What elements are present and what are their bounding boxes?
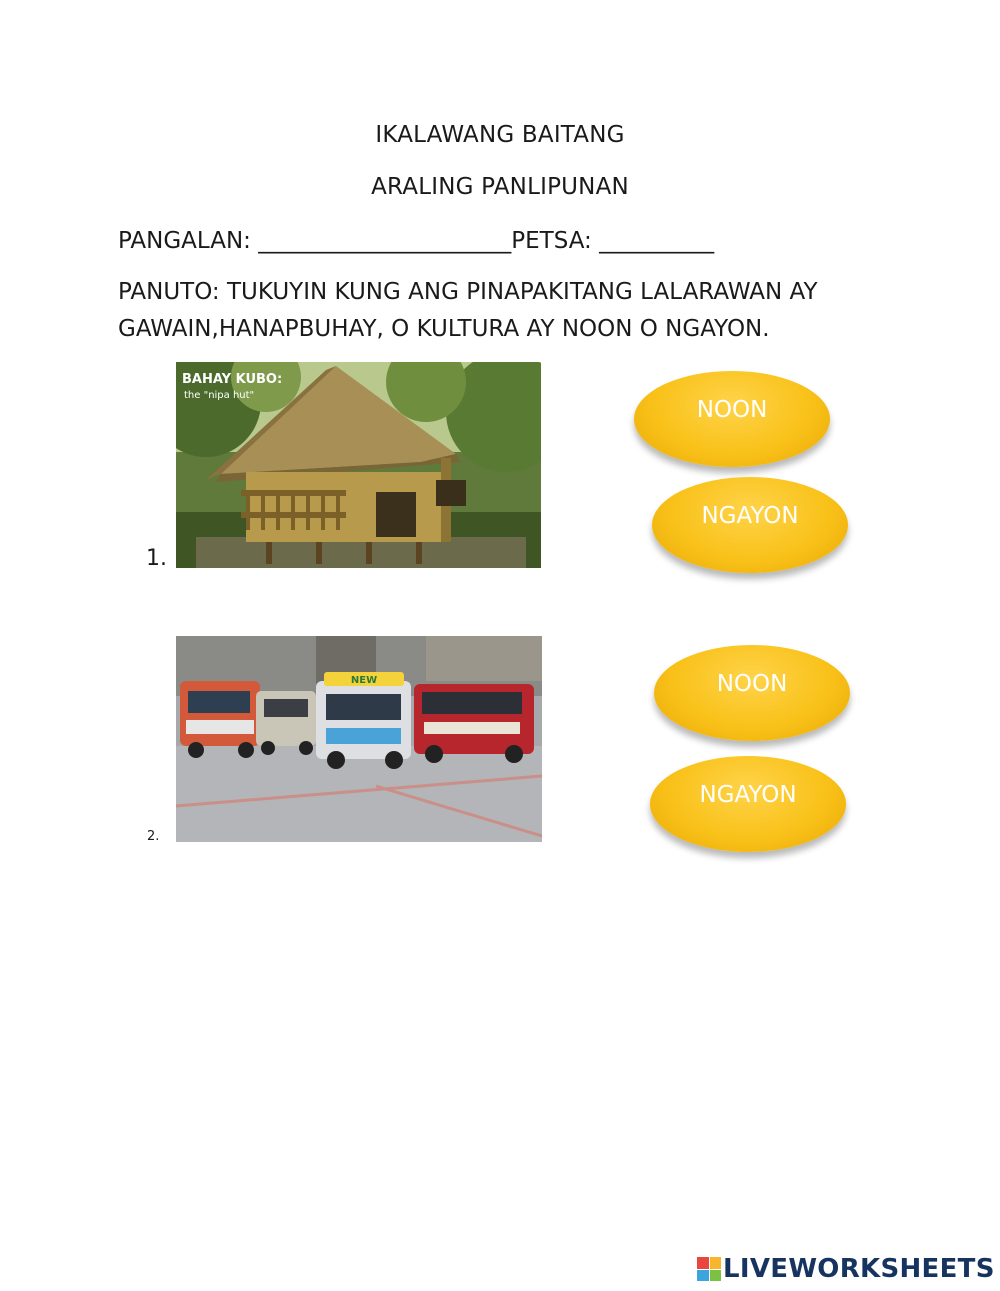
item-2-option-noon-label: NOON bbox=[716, 671, 788, 697]
liveworksheets-logo-icon bbox=[697, 1257, 721, 1281]
name-date-line bbox=[118, 228, 714, 254]
item-1-option-ngayon-button[interactable] bbox=[652, 477, 848, 573]
item-1-option-noon-button[interactable] bbox=[634, 371, 830, 467]
item-1-option-noon-label: NOON bbox=[696, 397, 768, 423]
bahay-kubo-caption-title: BAHAY KUBO: bbox=[182, 372, 283, 387]
item-2-option-ngayon-label: NGAYON bbox=[699, 782, 797, 808]
bahay-kubo-illustration bbox=[176, 362, 541, 568]
liveworksheets-brand-text: LIVEWORKSHEETS bbox=[723, 1254, 995, 1284]
name-label: PANGALAN: bbox=[118, 228, 251, 254]
item-1-number: 1. bbox=[146, 546, 167, 571]
instructions-line-2: GAWAIN,HANAPBUHAY, O KULTURA AY NOON O NGAYON. bbox=[118, 316, 770, 342]
item-1-image-bahay-kubo bbox=[176, 362, 541, 568]
liveworksheets-brand bbox=[697, 1254, 995, 1284]
name-blank[interactable]: ______________________ bbox=[258, 228, 512, 254]
item-2-number: 2. bbox=[147, 829, 160, 844]
date-blank[interactable]: __________ bbox=[599, 228, 715, 254]
bahay-kubo-caption-sub: the "nipa hut" bbox=[184, 390, 255, 401]
item-1-option-ngayon-label: NGAYON bbox=[701, 503, 799, 529]
worksheet-grade-heading: IKALAWANG BAITANG bbox=[375, 122, 625, 148]
date-label: PETSA: bbox=[511, 228, 592, 254]
item-2-option-ngayon-button[interactable] bbox=[650, 756, 846, 852]
instructions-line-1: PANUTO: TUKUYIN KUNG ANG PINAPAKITANG LALARAWAN AY bbox=[118, 279, 818, 305]
item-2-image-jeepneys bbox=[176, 636, 542, 842]
item-2-option-noon-button[interactable] bbox=[654, 645, 850, 741]
worksheet-subject-heading: ARALING PANLIPUNAN bbox=[371, 174, 629, 200]
jeepney-illustration bbox=[176, 636, 542, 842]
jeepney-sign-text: NEW bbox=[350, 675, 378, 686]
